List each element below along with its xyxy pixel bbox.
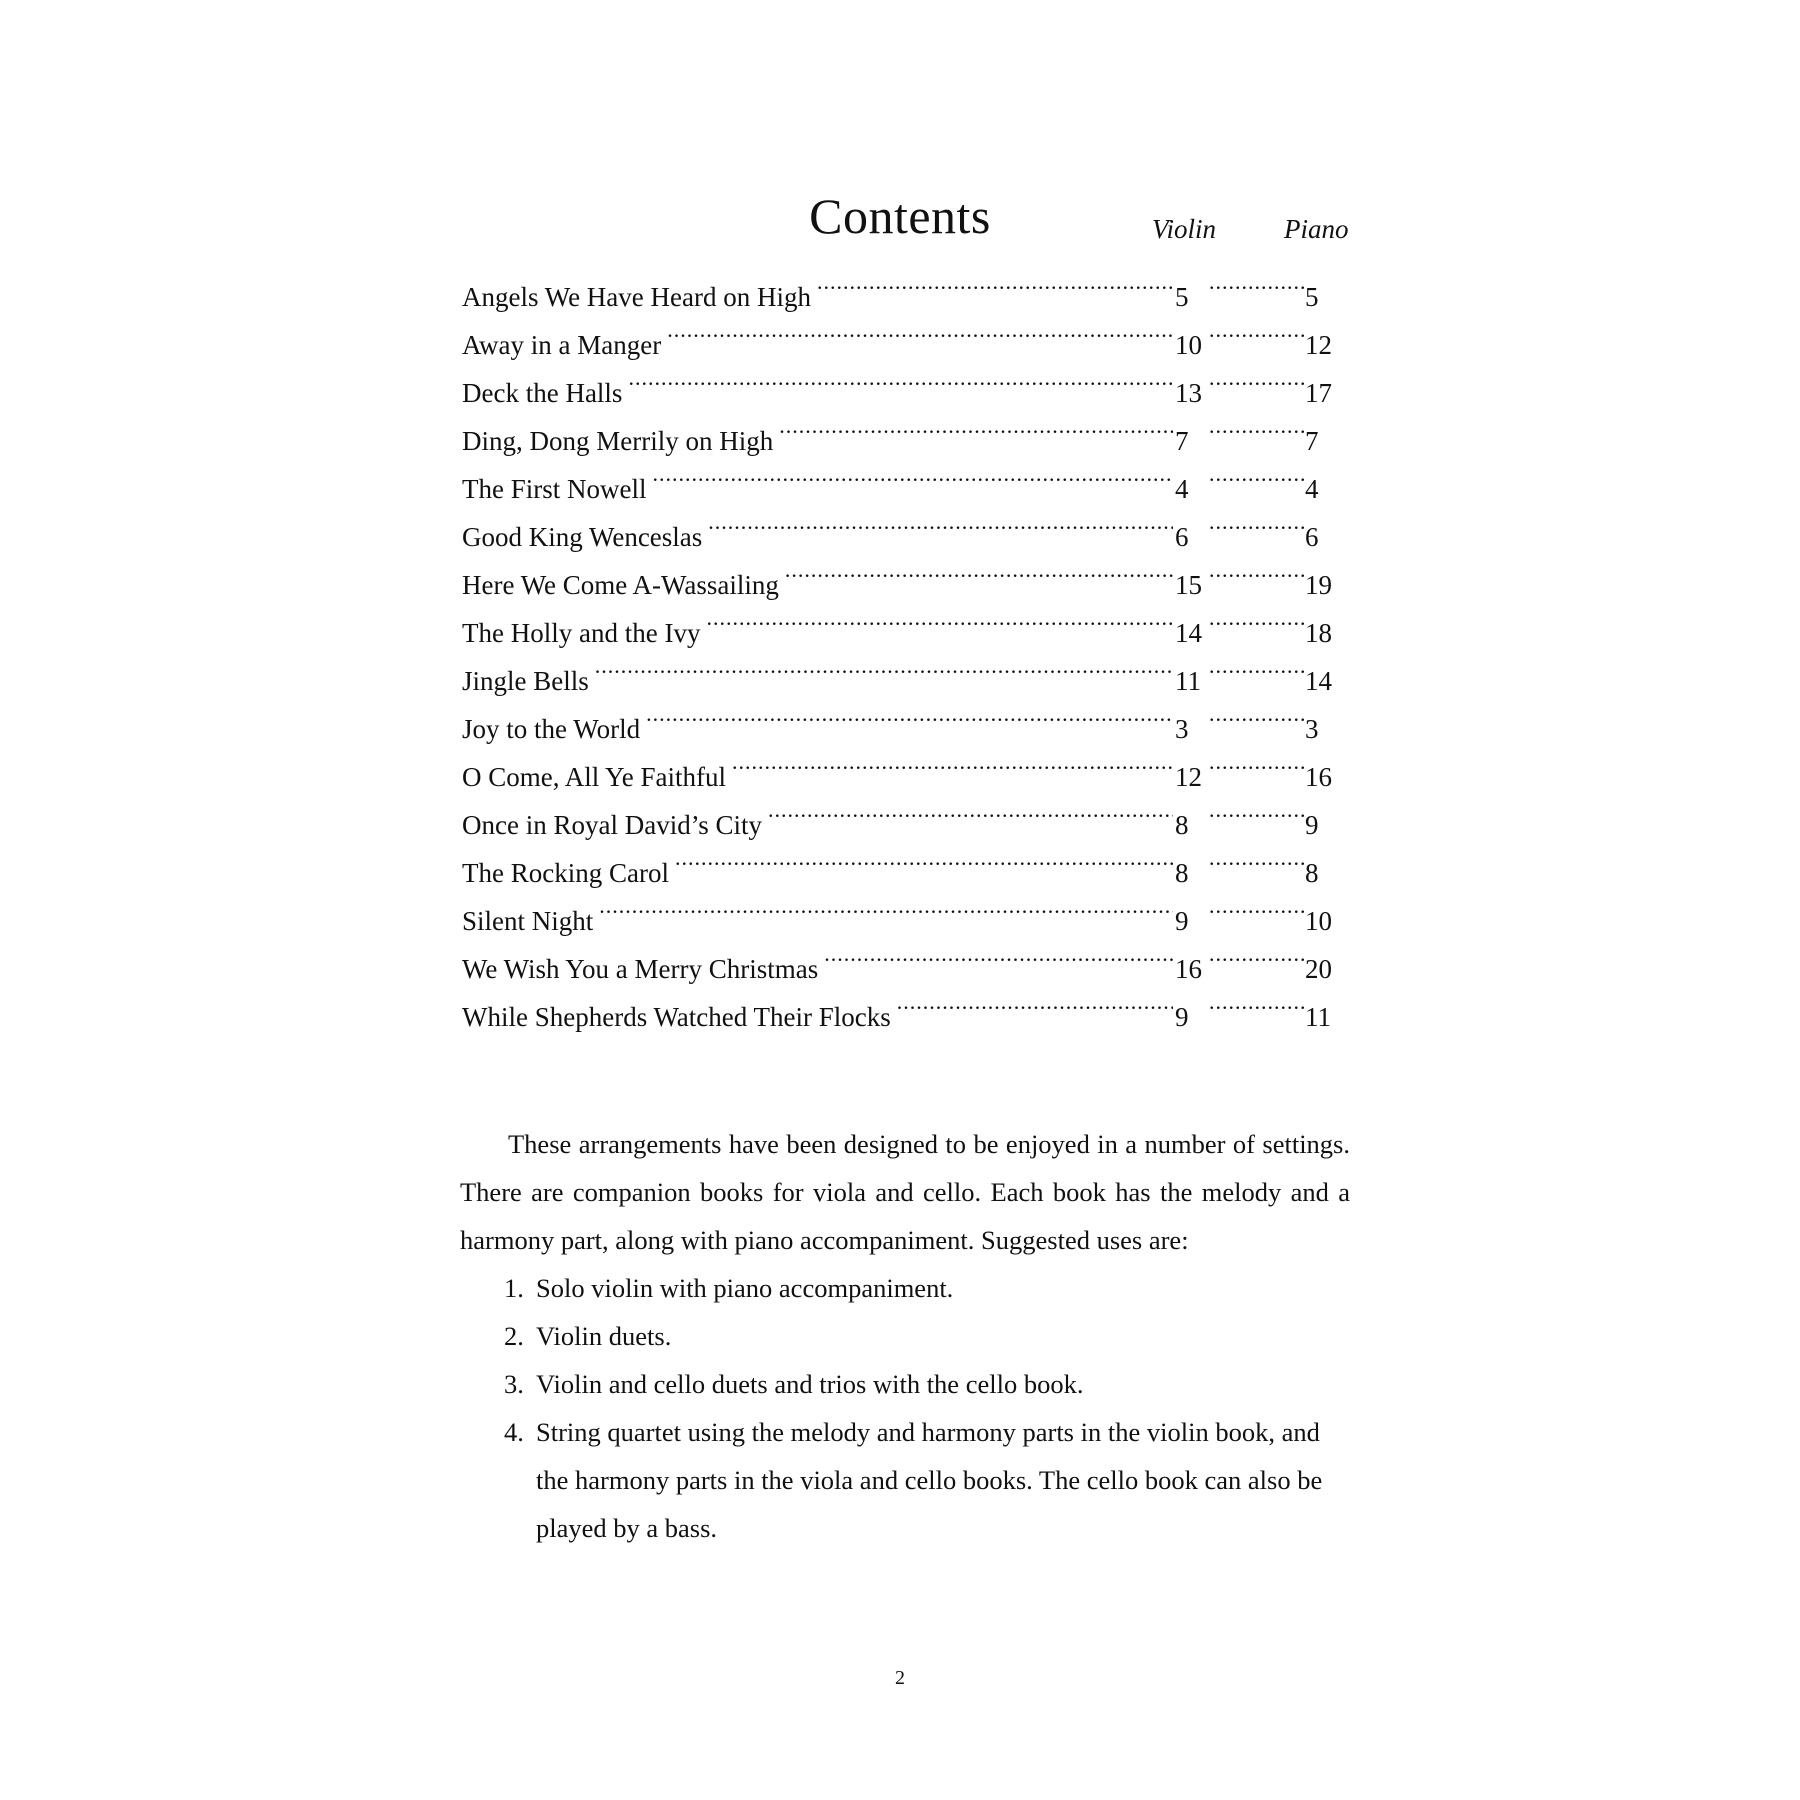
toc-leader-dots: [708, 498, 1173, 546]
toc-piano-page: 4: [1305, 474, 1319, 504]
intro-paragraph: These arrangements have been designed to be enjoyed in a number of settings. There are companion books for viola and cello. Each book has the melody and a harmony part, along with piano accompaniment. Suggested uses are:: [460, 1129, 1350, 1255]
toc-leader-dots: [675, 834, 1173, 882]
toc-piano-page: 12: [1305, 330, 1332, 360]
toc-title: Deck the Halls: [462, 378, 623, 408]
toc-leader-dots: [824, 930, 1173, 978]
toc-leader-dots: [1209, 930, 1305, 978]
toc-title: The First Nowell: [462, 474, 647, 504]
toc-piano-page: 17: [1305, 378, 1332, 408]
toc-title: Jingle Bells: [462, 666, 589, 696]
toc-title: Good King Wenceslas: [462, 522, 703, 552]
toc-piano-page: 19: [1305, 570, 1332, 600]
toc-violin-page: 11: [1175, 666, 1201, 696]
toc-leader-dots: [1209, 978, 1305, 1026]
toc-violin-page: 4: [1175, 474, 1189, 504]
column-header-violin: Violin: [1152, 214, 1216, 244]
toc-piano-page: 20: [1305, 954, 1332, 984]
toc-violin-page: 7: [1175, 426, 1189, 456]
toc-leader-dots: [1209, 594, 1305, 642]
list-item-text: String quartet using the melody and harmony parts in the violin book, and the harmony parts in the viola and cello books. The cello book can also be played by a bass.: [536, 1417, 1323, 1543]
toc-leader-dots: [785, 546, 1173, 594]
toc-leader-dots: [1209, 738, 1305, 786]
toc-violin-page: 8: [1175, 858, 1189, 888]
list-item-text: Solo violin with piano accompaniment.: [536, 1273, 954, 1303]
intro-section: [460, 1120, 1350, 1552]
toc-leader-dots: [652, 450, 1173, 498]
column-headers: [1120, 214, 1380, 254]
toc-piano-page: 18: [1305, 618, 1332, 648]
table-of-contents: [462, 258, 1339, 1032]
list-item-number: 2.: [504, 1321, 524, 1351]
toc-violin-page: 14: [1175, 618, 1202, 648]
toc-leader-dots: [599, 882, 1173, 930]
toc-title: Angels We Have Heard on High: [462, 282, 811, 312]
toc-title: The Rocking Carol: [462, 858, 669, 888]
toc-leader-dots: [1209, 882, 1305, 930]
toc-violin-page: 16: [1175, 954, 1202, 984]
toc-leader-dots: [1209, 402, 1305, 450]
list-item-number: 3.: [504, 1369, 524, 1399]
toc-piano-page: 3: [1305, 714, 1319, 744]
list-item: [504, 1264, 1350, 1312]
toc-violin-page: 13: [1175, 378, 1202, 408]
list-item-number: 4.: [504, 1417, 524, 1447]
toc-leader-dots: [1209, 642, 1305, 690]
toc-violin-page: 12: [1175, 762, 1202, 792]
column-header-piano: Piano: [1284, 214, 1349, 244]
toc-title: Silent Night: [462, 906, 594, 936]
toc-title: Once in Royal David’s City: [462, 810, 762, 840]
toc-leader-dots: [1209, 450, 1305, 498]
list-item: [504, 1312, 1350, 1360]
list-item: [504, 1408, 1350, 1552]
toc-leader-dots: [1209, 690, 1305, 738]
page-title: Contents: [809, 187, 991, 244]
toc-piano-page: 16: [1305, 762, 1332, 792]
toc-violin-page: 6: [1175, 522, 1189, 552]
toc-leader-dots: [595, 642, 1173, 690]
list-item: [504, 1360, 1350, 1408]
toc-leader-dots: [897, 978, 1173, 1026]
toc-leader-dots: [817, 258, 1173, 306]
toc-violin-page: 5: [1175, 282, 1189, 312]
suggested-uses-list: [460, 1264, 1350, 1552]
toc-violin-page: 9: [1175, 1002, 1189, 1032]
toc-leader-dots: [1209, 258, 1305, 306]
toc-leader-dots: [1209, 498, 1305, 546]
toc-leader-dots: [667, 306, 1173, 354]
toc-piano-page: 5: [1305, 282, 1319, 312]
toc-leader-dots: [732, 738, 1173, 786]
list-item-text: Violin and cello duets and trios with the cello book.: [536, 1369, 1084, 1399]
toc-leader-dots: [706, 594, 1173, 642]
toc-piano-page: 7: [1305, 426, 1319, 456]
toc-row: [462, 258, 1339, 312]
toc-leader-dots: [1209, 786, 1305, 834]
toc-title: We Wish You a Merry Christmas: [462, 954, 819, 984]
toc-violin-page: 10: [1175, 330, 1202, 360]
toc-piano-page: 11: [1305, 1002, 1331, 1032]
toc-leader-dots: [1209, 834, 1305, 882]
toc-leader-dots: [768, 786, 1173, 834]
toc-violin-page: 9: [1175, 906, 1189, 936]
toc-title: Joy to the World: [462, 714, 641, 744]
toc-piano-page: 10: [1305, 906, 1332, 936]
toc-title: The Holly and the Ivy: [462, 618, 701, 648]
toc-piano-page: 8: [1305, 858, 1319, 888]
toc-violin-page: 3: [1175, 714, 1189, 744]
toc-piano-page: 14: [1305, 666, 1332, 696]
toc-title: Here We Come A-Wassailing: [462, 570, 779, 600]
toc-violin-page: 8: [1175, 810, 1189, 840]
toc-title: Ding, Dong Merrily on High: [462, 426, 774, 456]
toc-leader-dots: [779, 402, 1173, 450]
toc-title: O Come, All Ye Faithful: [462, 762, 727, 792]
toc-title: Away in a Manger: [462, 330, 662, 360]
toc-title: While Shepherds Watched Their Flocks: [462, 1002, 891, 1032]
toc-piano-page: 6: [1305, 522, 1319, 552]
toc-leader-dots: [1209, 546, 1305, 594]
list-item-text: Violin duets.: [536, 1321, 672, 1351]
page-number: 2: [895, 1667, 905, 1689]
toc-leader-dots: [1209, 306, 1305, 354]
toc-leader-dots: [1209, 354, 1305, 402]
toc-piano-page: 9: [1305, 810, 1319, 840]
toc-violin-page: 15: [1175, 570, 1202, 600]
toc-leader-dots: [646, 690, 1173, 738]
list-item-number: 1.: [504, 1273, 524, 1303]
toc-leader-dots: [628, 354, 1173, 402]
